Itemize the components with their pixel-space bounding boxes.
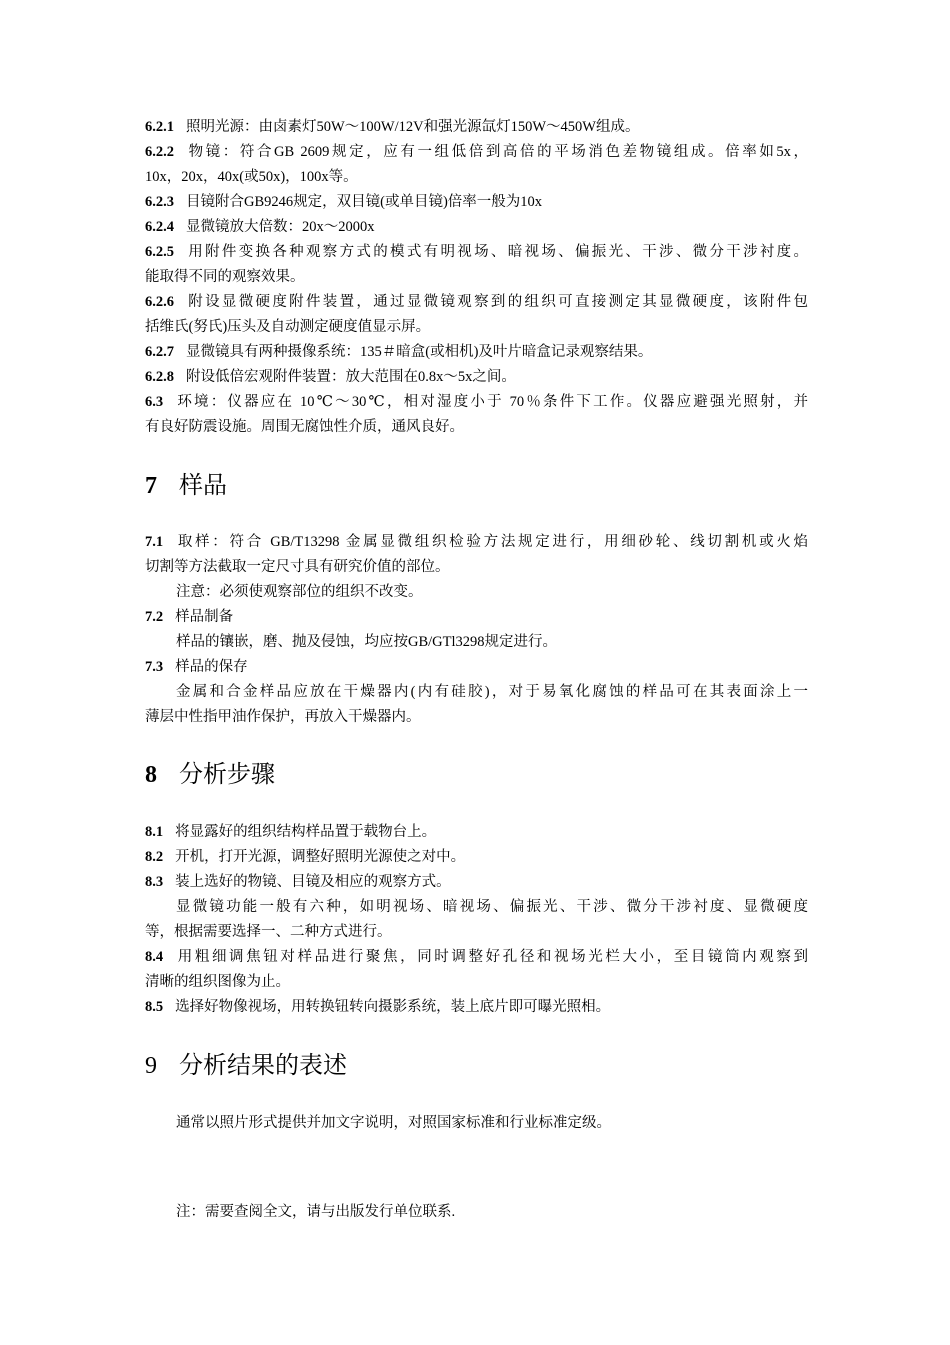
clause-6-2-6: 6.2.6 附设显微硬度附件装置，通过显微镜观察到的组织可直接测定其显微硬度，该附件包	[145, 294, 808, 310]
clause-6-2-6-cont: 括维氏(努氏)压头及自动测定硬度值显示屏。	[145, 319, 431, 335]
clause-7-3: 7.3 样品的保存	[145, 659, 248, 675]
clause-7-3-cont: 薄层中性指甲油作保护，再放入干燥器内。	[145, 709, 421, 725]
clause-7-1-cont: 切割等方法截取一定尺寸具有研究价值的部位。	[145, 559, 450, 575]
clause-6-2-7: 6.2.7 显微镜具有两种摄像系统：135＃暗盒(或相机)及叶片暗盒记录观察结果。	[145, 344, 653, 360]
clause-6-2-5-cont: 能取得不同的观察效果。	[145, 269, 305, 285]
clause-6-3-cont: 有良好防震设施。周围无腐蚀性介质，通风良好。	[145, 419, 464, 435]
footer-note: 注：需要查阅全文，请与出版发行单位联系.	[176, 1204, 456, 1220]
clause-8-3-cont: 等，根据需要选择一、二种方式进行。	[145, 924, 392, 940]
clause-8-1: 8.1 将显露好的组织结构样品置于载物台上。	[145, 824, 437, 840]
clause-6-2-2-cont: 10x，20x，40x(或50x)，100x等。	[145, 169, 358, 185]
clause-8-2: 8.2 开机，打开光源，调整好照明光源使之对中。	[145, 849, 466, 865]
section-8-heading: 8 分析步骤	[145, 762, 275, 788]
section-7-heading: 7 样品	[145, 473, 227, 499]
clause-6-2-5: 6.2.5 用附件变换各种观察方式的模式有明视场、暗视场、偏振光、干涉、微分干涉衬度。	[145, 244, 808, 260]
clause-8-3: 8.3 装上选好的物镜、目镜及相应的观察方式。	[145, 874, 451, 890]
clause-6-3: 6.3 环境：仪器应在 10℃～30℃，相对湿度小于 70％条件下工作。仪器应避强光照射，并	[145, 394, 808, 410]
clause-6-2-8: 6.2.8 附设低倍宏观附件装置：放大范围在0.8x～5x之间。	[145, 369, 516, 385]
clause-6-2-1: 6.2.1 照明光源：由卤素灯50W～100W/12V和强光源氙灯150W～450W组成。	[145, 119, 640, 135]
clause-7-2-text: 样品的镶嵌，磨、抛及侵蚀，均应按GB/GTl3298规定进行。	[176, 634, 558, 650]
clause-7-1: 7.1 取样：符合 GB/T13298 金属显微组织检验方法规定进行，用细砂轮、线切割机或火焰	[145, 534, 808, 550]
clause-7-3-text: 金属和合金样品应放在干燥器内(内有硅胶)，对于易氧化腐蚀的样品可在其表面涂上一	[176, 684, 808, 700]
section-9-text: 通常以照片形式提供并加文字说明，对照国家标准和行业标准定级。	[176, 1115, 611, 1131]
clause-7-2: 7.2 样品制备	[145, 609, 234, 625]
clause-6-2-3: 6.2.3 目镜附合GB9246规定，双目镜(或单目镜)倍率一般为10x	[145, 194, 543, 210]
clause-6-2-2: 6.2.2 物镜：符合GB 2609规定，应有一组低倍到高倍的平场消色差物镜组成。倍率如5x，	[145, 144, 808, 160]
clause-8-4-cont: 清晰的组织图像为止。	[145, 974, 290, 990]
clause-8-5: 8.5 选择好物像视场，用转换钮转向摄影系统，装上底片即可曝光照相。	[145, 999, 611, 1015]
clause-8-3-text: 显微镜功能一般有六种，如明视场、暗视场、偏振光、干涉、微分干涉衬度、显微硬度	[176, 899, 808, 915]
clause-7-1-note: 注意：必须使观察部位的组织不改变。	[176, 584, 423, 600]
clause-8-4: 8.4 用粗细调焦钮对样品进行聚焦，同时调整好孔径和视场光栏大小，至目镜筒内观察到	[145, 949, 808, 965]
clause-6-2-4: 6.2.4 显微镜放大倍数：20x～2000x	[145, 219, 375, 235]
section-9-heading: 9 分析结果的表述	[145, 1053, 347, 1079]
